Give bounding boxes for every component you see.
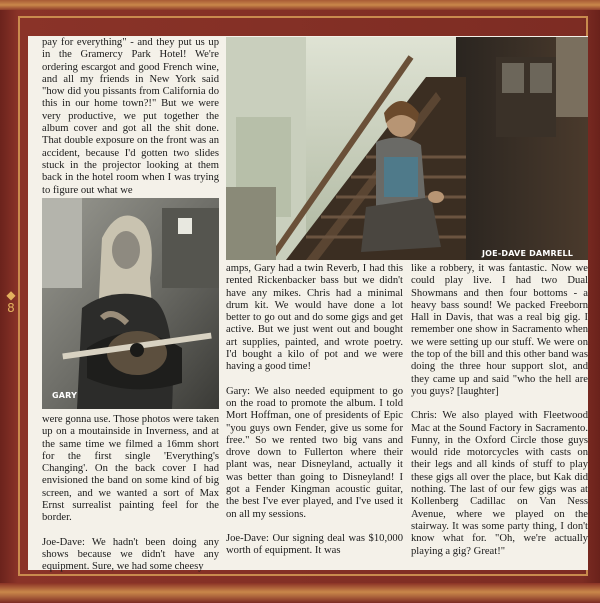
top-border-band <box>0 0 600 10</box>
page-number-ornament <box>4 289 18 315</box>
joe-dave-photo-image <box>226 37 588 260</box>
page-number: 8 <box>7 301 15 315</box>
column-3-paragraph-2: Chris: We also played with Fleetwood Mac at the Sound Factory in Sacramento. Funny, in the Oxford Circle those guys would ride motorcycles with casts on their legs and all kinds of stuff to play these gigs all over the place, but Kak did nothing. The last of our few gigs was at Kollenberg Cadillac on Van Ness Avenue, where we played on the stairway. It was some party thing, I don't know what for. "Oh, we're actually playing a gig? Great!" <box>411 410 588 557</box>
column-2-paragraph-1: amps, Gary had a twin Reverb, I had this rented Rickenbacker bass but we didn't have any mikes. Chris had a minimal drum kit. We would have done a lot better to go out and do some gigs and get active. But we just went out and bought art supplies, painted, and wrote poetry. I'd bought a kilo of pot and we were having a good time! <box>226 263 403 373</box>
column-3-paragraph-1: like a robbery, it was fantastic. Now we could play live. I had two Dual Showmans and then four bottoms - a heavy bass sound! We packed Freeborn Hall in Davis, that was a real big gig. I remember one show in Sacramento when we were setting up our stuff. We were on the top of the bill and this other band was doing the three hour support slot, and they came up and said "who the hell are you guys? [laughter] <box>411 263 588 397</box>
column-3-text <box>411 263 588 558</box>
column-1-bottom-text <box>42 414 219 574</box>
bottom-border-band <box>0 583 600 603</box>
caption-gary: GARY <box>52 391 78 400</box>
column-1-paragraph-2: Joe-Dave: We hadn't been doing any shows because we didn't have any equipment. Sure, we had some cheesy <box>42 536 219 573</box>
photo-gary <box>42 198 219 409</box>
column-2-paragraph-2: Gary: We also needed equipment to go on the road to promote the album. I told Mort Hoffman, one of presidents of Epic "you guys own Fender, give us some for free." So we rented two big vans and drove down to Fullerton where their plant was, near Disneyland, actually it was better than going to Disneyland! I got a Fender Kingman acoustic guitar, the best I've ever played, and I've used it on all my sessions. <box>226 385 403 520</box>
column-2-text <box>226 263 403 558</box>
gary-photo-image <box>42 198 219 409</box>
column-1-top-paragraph: pay for everything" - and they put us up in the Gramercy Park Hotel! We're ordering escargot and good French wine, and all my friends in New York said "how did you pissants from California do this in our home town?!" But we were very productive, we put together the album cover and got all the shit done. That double exposure on the front was an accident, because I'd gotten two slides stuck in the projector looking at them back in the hotel room when I was trying to figure out what we <box>42 37 219 196</box>
photo-joe-dave <box>226 37 588 260</box>
column-1-top-text <box>42 37 219 197</box>
caption-joe-dave: JOE-DAVE DAMRELL <box>482 249 574 258</box>
column-2-paragraph-3: Joe-Dave: Our signing deal was $10,000 worth of equipment. It was <box>226 532 403 557</box>
column-1-paragraph-1: were gonna use. Those photos were taken up on a moutainside in Inverness, and at the same time we filmed a 16mm short for the first single 'Everything's Changing'. On the back cover I had envisioned the band on some kind of big screen, and we wanted a sort of Max Ernst surrealist painting feel for the border. <box>42 414 219 524</box>
ornament-diamond-icon: ◆ <box>6 288 16 302</box>
